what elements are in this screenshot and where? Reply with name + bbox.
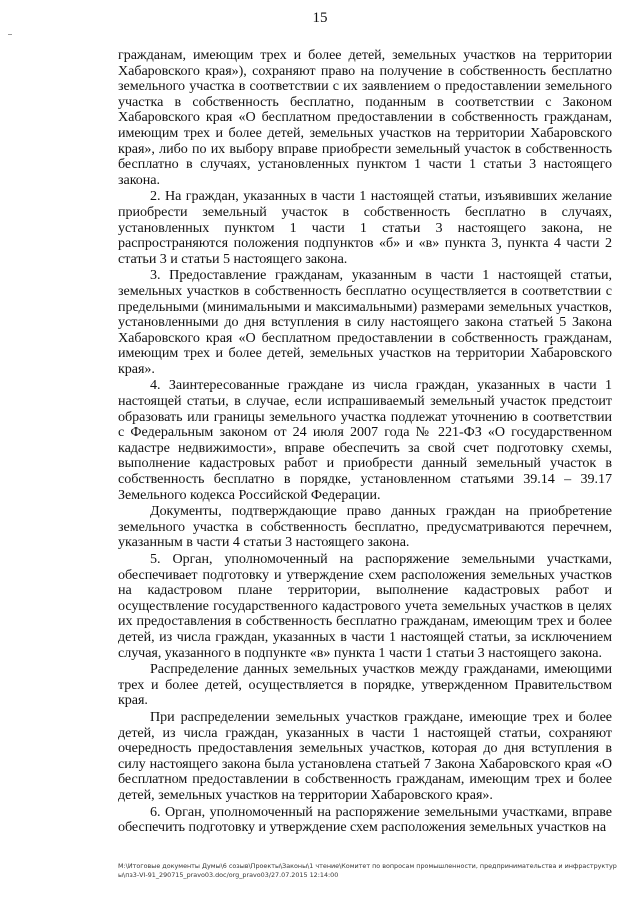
paragraph-clause-6: 6. Орган, уполномоченный на распоряжение земельными участками, вправе обеспечить подготовку и утверждение схем расположения земельных участков на <box>118 803 612 836</box>
paragraph-clause-5: 5. Орган, уполномоченный на распоряжение земельными участками, обеспечивает подготовку и утверждение схем расположения земельных участков на кадастровом плане территории, выполнение кадастровых работ и осуществление государственного кадастрового учета земельных участков в целях их предоставления в собственность бесплатно гражданам, имеющим трех и более детей, из числа граждан, указанных в части 1 настоящей статьи, за исключением случая, указанного в подпункте «в» пункта 1 части 1 статьи 3 настоящего закона. <box>118 551 612 661</box>
scan-mark <box>8 34 12 35</box>
paragraph-distribution: Распределение данных земельных участков между гражданами, имеющими трех и более детей, осуществляется в порядке, утвержденном Правительством края. <box>118 661 612 709</box>
paragraph-documents: Документы, подтверждающие право данных граждан на приобретение земельного участка в собственность бесплатно, предусматриваются перечнем, указанным в части 4 статьи 3 настоящего закона. <box>118 503 612 551</box>
document-footer-path: М:\Итоговые документы Думы\6 созыв\Проекты\Законы\1 чтение\Комитет по вопросам промышленности, предпринимательства и инфраструктуры\пз3-VI-91_290715_pravo03.doc/org_pravo03/27.07.2015 12:14:00 <box>118 862 617 879</box>
paragraph-clause-2: 2. На граждан, указанных в части 1 настоящей статьи, изъявивших желание приобрести земельный участок в собственность бесплатно в случаях, установленных пунктом 1 части 1 статьи 3 настоящего закона, не распространяются положения подпунктов «б» и «в» пункта 3, пункта 4 части 2 статьи 3 и статьи 5 настоящего закона. <box>118 188 612 267</box>
page-number: 15 <box>312 10 328 26</box>
paragraph-clause-4: 4. Заинтересованные граждане из числа граждан, указанных в части 1 настоящей статьи, в случае, если испрашиваемый земельный участок предстоит образовать или границы земельного участка подлежат уточнению в соответствии с Федеральным законом от 24 июля 2007 года № 221-ФЗ «О государственном кадастре недвижимости», вправе обеспечить за свой счет подготовку схемы, выполнение кадастровых работ и приобрести данный земельный участок в собственность бесплатно в порядке, установленном статьями 39.14 – 39.17 Земельного кодекса Российской Федерации. <box>118 377 612 503</box>
paragraph-queue: При распределении земельных участков граждане, имеющие трех и более детей, из числа граждан, указанных в части 1 настоящей статьи, сохраняют очередность предоставления земельных участков, которая до дня вступления в силу настоящего закона была установлена статьей 7 Закона Хабаровского края «О бесплатном предоставлении в собственность гражданам, имеющим трех и более детей, земельных участков на территории Хабаровского края». <box>118 708 612 803</box>
paragraph-clause-3: 3. Предоставление гражданам, указанным в части 1 настоящей статьи, земельных участков в собственность бесплатно осуществляется в соответствии с предельными (минимальными и максимальными) размерами земельных участков, установленными до дня вступления в силу настоящего закона статьей 5 Закона Хабаровского края «О бесплатном предоставлении в собственность гражданам, имеющим трех и более детей, земельных участков на территории Хабаровского края». <box>118 267 612 377</box>
document-body <box>118 48 612 837</box>
paragraph-continuation: гражданам, имеющим трех и более детей, земельных участков на территории Хабаровского края»), сохраняют право на получение в собственность бесплатно земельного участка в соответствии с их заявлением о предоставлении земельного участка в собственность бесплатно, поданным в соответствии с Законом Хабаровского края «О бесплатном предоставлении в собственность гражданам, имеющим трех и более детей, земельных участков на территории Хабаровского края», либо по их выбору вправе приобрести земельный участок в собственность бесплатно в случаях, установленных пунктом 1 части 1 статьи 3 настоящего закона. <box>118 47 612 188</box>
